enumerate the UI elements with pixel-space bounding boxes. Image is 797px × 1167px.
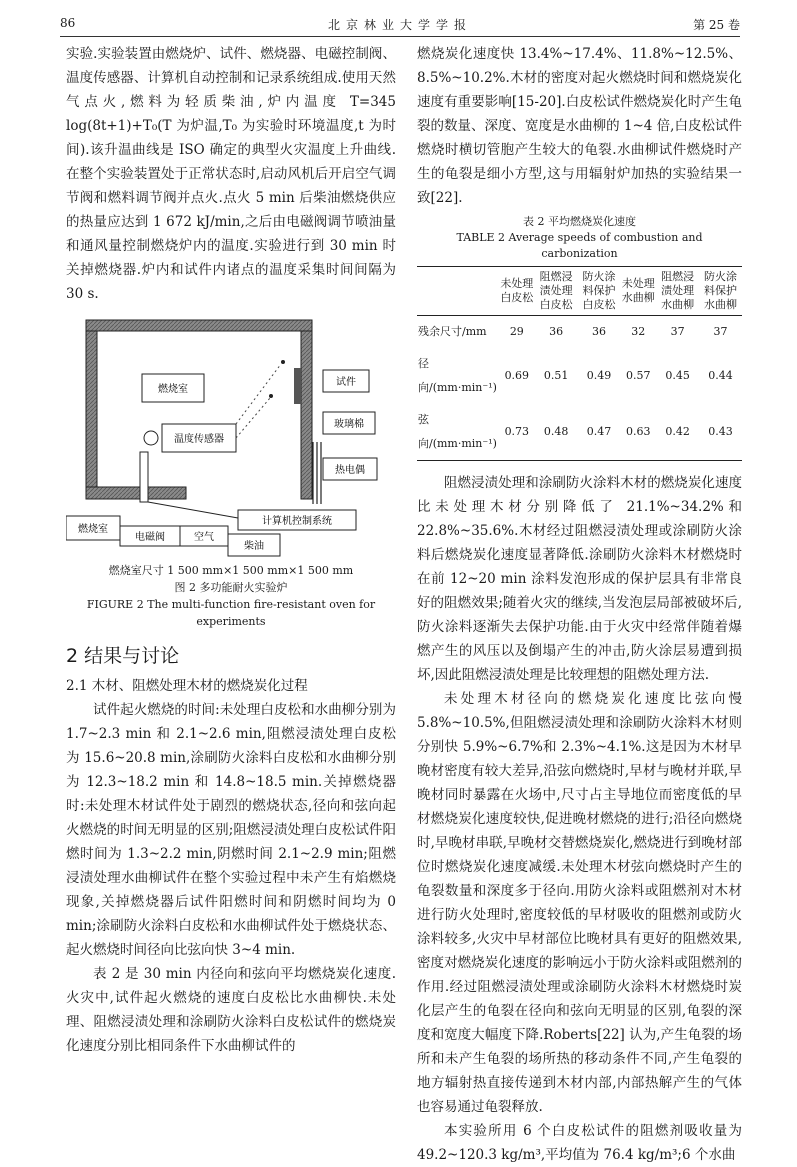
- table-col-header: 未处理白皮松: [499, 267, 535, 316]
- valve-label: 电磁阀: [135, 532, 165, 543]
- pipe-to-computer: [148, 502, 238, 518]
- table-cell: 0.42: [656, 404, 699, 461]
- table-col-header: 防火涂料保护水曲柳: [699, 267, 742, 316]
- row-label: 残余尺寸/mm: [418, 325, 487, 338]
- table-cell: 0.44: [708, 369, 733, 382]
- sensor-point-1: [281, 360, 285, 364]
- table-col-header: 阻燃浸渍处理白皮松: [535, 267, 578, 316]
- table-col-header: 未处理水曲柳: [620, 267, 656, 316]
- table-cell: 0.63: [620, 404, 656, 461]
- furnace-bottom-wall: [86, 487, 186, 499]
- thermocouple-label: 热电偶: [335, 465, 365, 476]
- table-cell: 29: [509, 325, 524, 338]
- table-cell: 0.45: [665, 369, 690, 382]
- glass-wool-label: 玻璃棉: [334, 419, 364, 430]
- table-cell: 0.69: [504, 369, 530, 382]
- table-2: [417, 266, 742, 461]
- table-intro-paragraph: 表 2 是 30 min 内径向和弦向平均燃烧炭化速度.火灾中,试件起火燃烧的速度白皮松比水曲柳快.未处理、阻燃浸渍处理和涂刷防火涂料白皮松试件的燃烧炭化速度分别比相同条件下水曲柳试件的: [66, 966, 396, 1054]
- running-header: [60, 14, 740, 37]
- section-title: 2 结果与讨论: [66, 645, 180, 667]
- page-number: 86: [60, 16, 76, 30]
- table-corner: [417, 267, 499, 316]
- specimen-label: 试件: [336, 377, 356, 388]
- sensor-line-2: [236, 398, 270, 438]
- left-column: [66, 42, 396, 1058]
- volume-label: 第 25 卷: [693, 18, 740, 32]
- right-column: [417, 42, 742, 1167]
- oven-diagram: [66, 312, 396, 562]
- table-cell: 0.73: [499, 404, 535, 461]
- diesel-label: 柴油: [244, 541, 264, 552]
- table-row: [417, 348, 742, 404]
- table-cell: 37: [670, 325, 685, 338]
- continuation-paragraph: 燃烧炭化速度快 13.4%~17.4%、11.8%~12.5%、8.5%~10.2%.木材的密度对起火燃烧时间和燃烧炭化速度有重要影响[15-20].白皮松试件燃烧炭化时产生龟裂的数量、深度、宽度是水曲柳的 1~4 倍,白皮松试件燃烧时横切管胞产生较大的龟裂.水曲柳试件燃烧时产生的龟裂是细小方型,这与用辐射炉加热的实验结果一致[22].: [417, 46, 742, 206]
- intro-paragraph: 实验.实验装置由燃烧炉、试件、燃烧器、电磁控制阀、温度传感器、计算机自动控制和记录系统组成.使用天然气点火,燃料为轻质柴油,炉内温度 T=345 log(8t+1)+T₀(T 为炉温,T₀ 为实验时环境温度,t 为时间).该升温曲线是 ISO 确定的典型火灾温度上升曲线.在整个实验装置处于正常状态时,启动风机后开启空气调节阀和燃料调节阀并点火.点火 5 min 后柴油燃烧供应的热量应达到 1 672 kJ/min,之后由电磁阀调节喷油量和通风量控制燃烧炉内的温度.实验进行到 30 min 时关掉燃烧器.炉内和试件内诸点的温度采集时间间隔为 30 s.: [66, 46, 396, 302]
- figure-caption-en: FIGURE 2 The multi-function fire-resistant oven for experiments: [86, 598, 376, 628]
- table-cell: 0.47: [578, 404, 621, 461]
- sensor-line-1: [236, 364, 281, 424]
- furnace-left-wall: [86, 331, 97, 499]
- figure-caption-cn: 图 2 多功能耐火实验炉: [174, 581, 288, 594]
- ignition-paragraph: 试件起火燃烧的时间:未处理白皮松和水曲柳分别为 1.7~2.3 min 和 2.1~2.6 min,阻燃浸渍处理白皮松为 15.6~20.8 min,涂刷防火涂料白皮松和水曲柳分别为 12.3~18.2 min 和 14.8~18.5 min.关掉燃烧器时:未处理木材试件处于剧烈的燃烧状态,径向和弦向起火燃烧的时间无明显的区别;阻燃浸渍处理白皮松试件阳燃时间为 1.3~2.2 min,阴燃时间 2.1~2.9 min;阻燃浸渍处理水曲柳试件在整个实验过程中未产生有焰燃烧现象,关掉燃烧器后试件阳燃时间和阴燃时间均为 0 min;涂刷防火涂料白皮松和水曲柳试件处于燃烧状态、起火燃烧时间径向比弦向快 3~4 min.: [66, 702, 396, 958]
- row-label: 弦向/(mm·min⁻¹): [417, 404, 499, 461]
- radial-paragraph: 未处理木材径向的燃烧炭化速度比弦向慢 5.8%~10.5%,但阻燃浸渍处理和涂刷防火涂料木材则分别快 5.9%~6.7%和 2.3%~4.1%.这是因为木材早晚材密度有较大差异,沿弦向燃烧时,早材与晚材并联,早晚材同时暴露在火场中,尺寸占主导地位而密度低的早材燃烧炭化速度较快,促进晚材燃烧的进行;沿径向燃烧时,早晚材串联,早晚材交替燃烧炭化,燃烧进行到晚材部位时燃烧炭化速度减缓.未处理木材弦向燃烧时产生的龟裂数量和深度多于径向.用防火涂料或阻燃剂对木材进行防火处理时,密度较低的早材吸收的阻燃剂或防火涂料较多,火灾中早材部位比晚材具有更好的阻燃效果,密度对燃烧炭化速度的影响远小于防火涂料或阻燃剂的作用.经过阻燃浸渍处理或涂刷防火涂料木材燃烧时炭化层产生的龟裂在径向和弦向无明显的区别,龟裂的深度和宽度大幅度下降.Roberts[22] 认为,产生龟裂的场所和未产生龟裂的场所热的移动条件不同,产生龟裂的地方辐射热直接传递到木材内部,内部热解产生的气体也容易通过龟裂释放.: [417, 691, 742, 1115]
- figure-2: [66, 312, 396, 630]
- table-cell: 32: [631, 325, 646, 338]
- chamber-label: 燃烧室: [158, 384, 188, 395]
- table-cell: 37: [713, 325, 728, 338]
- table-cell: 36: [549, 325, 564, 338]
- last-paragraph: 本实验所用 6 个白皮松试件的阻燃剂吸收量为 49.2~120.3 kg/m³,平均值为 76.4 kg/m³;6 个水曲: [417, 1123, 742, 1163]
- temp-sensor-label: 温度传感器: [174, 434, 224, 445]
- table-row: [417, 316, 742, 349]
- journal-title: 北京林业大学学报: [327, 18, 472, 32]
- table-cell: 0.49: [586, 369, 612, 382]
- sensor-point-2: [269, 394, 273, 398]
- specimen-bar: [294, 368, 301, 404]
- reduction-paragraph: 阻燃浸渍处理和涂刷防火涂料木材的燃烧炭化速度比未处理木材分别降低了 21.1%~34.2%和 22.8%~35.6%.木材经过阻燃浸渍处理或涂刷防火涂料后燃烧炭化速度显著降低.涂刷防火涂料木材燃烧时在前 12~20 min 涂料发泡形成的保护层具有非常良好的阻燃效果;随着火灾的继续,当发泡层局部被破坏后,防火涂料逐渐失去保护功能.由于火灾中经常伴随着爆燃产生的风压以及倒塌产生的冲击,防火涂层易遭到损坏,因此阻燃浸渍处理是比较理想的阻燃处理方法.: [417, 475, 742, 683]
- table-cell: 0.57: [626, 369, 651, 382]
- table-row: [417, 404, 742, 461]
- table-col-header: 阻燃浸渍处理水曲柳: [656, 267, 699, 316]
- table-header-row: [417, 267, 742, 316]
- table-cell: 0.48: [535, 404, 578, 461]
- table-cell: 36: [592, 325, 607, 338]
- figure-size-note: 燃烧室尺寸 1 500 mm×1 500 mm×1 500 mm: [108, 564, 354, 577]
- burner-pipe: [140, 452, 148, 502]
- table-col-header: 防火涂料保护白皮松: [578, 267, 621, 316]
- table-caption-en: TABLE 2 Average speeds of combustion and carbonization: [456, 231, 703, 260]
- computer-label: 计算机控制系统: [262, 516, 332, 527]
- sensor-bulb: [144, 431, 158, 445]
- table-cell: 0.43: [699, 404, 742, 461]
- table-cell: 0.51: [543, 369, 569, 382]
- subsection-title: 2.1 木材、阻燃处理木材的燃烧炭化过程: [66, 678, 308, 694]
- row-label: 径向/(mm·min⁻¹): [418, 357, 497, 394]
- air-label: 空气: [194, 532, 214, 543]
- table-caption-cn: 表 2 平均燃烧炭化速度: [523, 215, 636, 228]
- furnace-right-wall: [301, 331, 312, 499]
- burner-label: 燃烧室: [78, 524, 108, 535]
- furnace-top-wall: [86, 320, 312, 331]
